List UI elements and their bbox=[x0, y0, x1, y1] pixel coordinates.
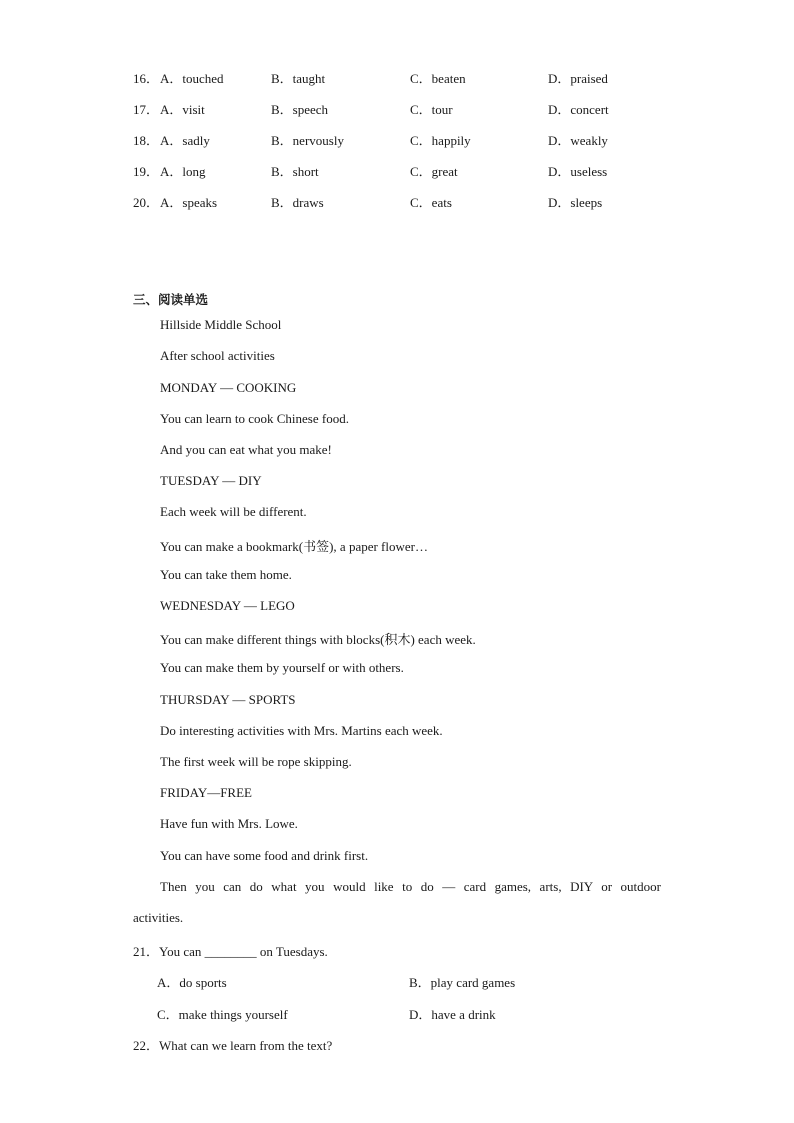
passage-day-heading: THURSDAY — SPORTS bbox=[160, 692, 296, 707]
option-a: A．speaks bbox=[160, 195, 218, 210]
option-d: D．useless bbox=[548, 164, 608, 179]
option-d: D．concert bbox=[548, 102, 609, 117]
passage-line: Each week will be different. bbox=[160, 504, 307, 519]
question-22-stem: 22．What can we learn from the text? bbox=[133, 1038, 333, 1053]
option-a: A．touched bbox=[160, 71, 224, 86]
option-c: C．eats bbox=[410, 195, 452, 210]
option-b: B．speech bbox=[271, 102, 329, 117]
question-number: 20． bbox=[133, 195, 160, 210]
question-number: 18． bbox=[133, 133, 160, 148]
passage-line: You can make different things with blocks(积木) each week. bbox=[160, 632, 476, 647]
option-a: A．visit bbox=[160, 102, 205, 117]
passage-day-heading: FRIDAY—FREE bbox=[160, 785, 252, 800]
passage-day-heading: TUESDAY — DIY bbox=[160, 473, 262, 488]
option-d: D．weakly bbox=[548, 133, 608, 148]
passage-line: You can take them home. bbox=[160, 567, 292, 582]
option-b: B．nervously bbox=[271, 133, 344, 148]
passage-line: You can have some food and drink first. bbox=[160, 848, 369, 863]
option-c: C．great bbox=[410, 164, 458, 179]
option-d: D．sleeps bbox=[548, 195, 603, 210]
question-number: 19． bbox=[133, 164, 160, 179]
passage-line: Then you can do what you would like to do — card games, arts, DIY or outdoor bbox=[160, 879, 661, 894]
passage-line: You can make a bookmark(书签), a paper flower… bbox=[160, 539, 428, 554]
passage-line: Have fun with Mrs. Lowe. bbox=[160, 816, 298, 831]
passage-line: You can learn to cook Chinese food. bbox=[160, 411, 349, 426]
q21-option-c: C．make things yourself bbox=[157, 1007, 288, 1022]
passage-line: The first week will be rope skipping. bbox=[160, 754, 352, 769]
option-b: B．draws bbox=[271, 195, 324, 210]
option-c: C．happily bbox=[410, 133, 471, 148]
option-c: C．tour bbox=[410, 102, 453, 117]
passage-title: Hillside Middle School bbox=[160, 317, 282, 332]
passage-day-heading: MONDAY — COOKING bbox=[160, 380, 297, 395]
passage-line: Do interesting activities with Mrs. Martins each week. bbox=[160, 723, 443, 738]
q21-option-d: D．have a drink bbox=[409, 1007, 496, 1022]
passage-line: activities. bbox=[133, 910, 184, 925]
passage-line: And you can eat what you make! bbox=[160, 442, 332, 457]
q21-option-b: B．play card games bbox=[409, 975, 516, 990]
passage-subtitle: After school activities bbox=[160, 348, 275, 363]
option-a: A．sadly bbox=[160, 133, 210, 148]
passage-line: You can make them by yourself or with others. bbox=[160, 660, 404, 675]
option-d: D．praised bbox=[548, 71, 608, 86]
section-title: 三、阅读单选 bbox=[133, 292, 209, 307]
q21-option-a: A．do sports bbox=[157, 975, 227, 990]
passage-day-heading: WEDNESDAY — LEGO bbox=[160, 598, 295, 613]
option-b: B．short bbox=[271, 164, 319, 179]
option-b: B．taught bbox=[271, 71, 326, 86]
question-number: 17． bbox=[133, 102, 160, 117]
question-21-stem: 21．You can ________ on Tuesdays. bbox=[133, 944, 328, 959]
question-number: 16． bbox=[133, 71, 160, 86]
option-c: C．beaten bbox=[410, 71, 466, 86]
option-a: A．long bbox=[160, 164, 206, 179]
